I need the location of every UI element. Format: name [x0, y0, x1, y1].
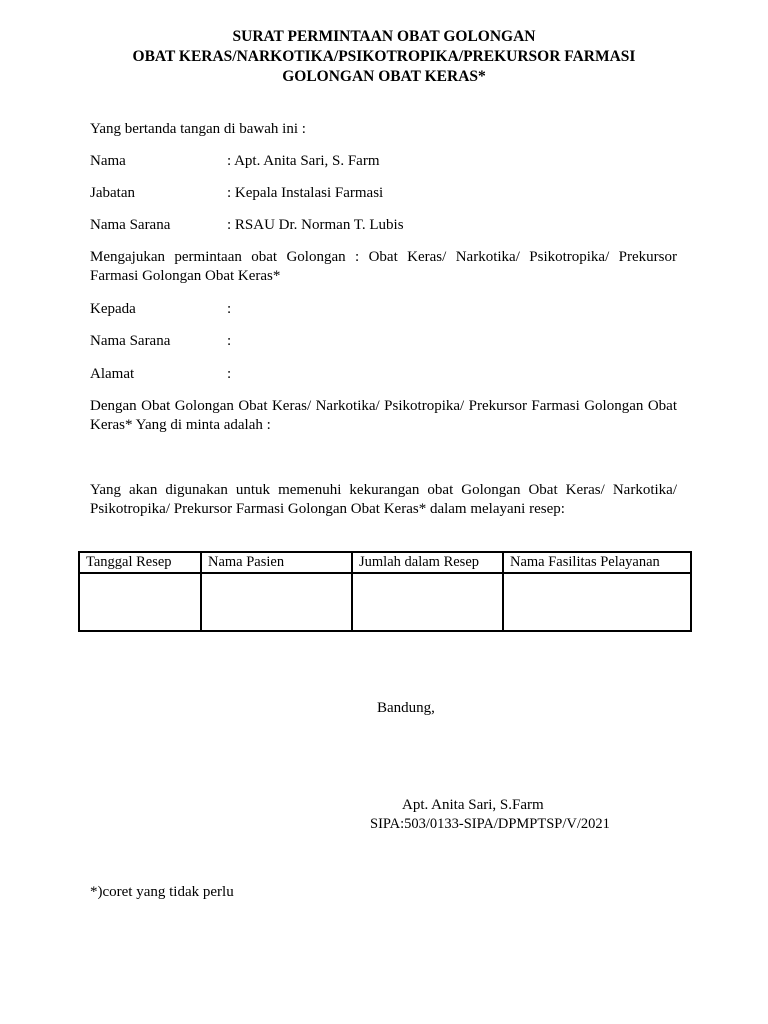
field-label: Nama: [90, 153, 126, 169]
field-label: Nama Sarana: [90, 333, 171, 349]
field-value: :: [227, 301, 232, 317]
recipient-row-nama-sarana: [90, 331, 231, 351]
field-row-nama-sarana: [90, 215, 404, 235]
column-header: Nama Fasilitas Pelayanan: [503, 552, 691, 573]
recipient-row-alamat: [90, 364, 231, 384]
field-label: Kepada: [90, 301, 136, 317]
signature-license: SIPA:503/0133-SIPA/DPMPTSP/V/2021: [370, 816, 610, 832]
drug-request-paragraph: Dengan Obat Golongan Obat Keras/ Narkotika/ Psikotropika/ Prekursor Farmasi Golongan Obat Keras* Yang di minta adalah :: [90, 398, 677, 433]
recipient-row-kepada: [90, 299, 231, 319]
field-value: :: [227, 366, 232, 382]
title-line-1: SURAT PERMINTAAN OBAT GOLONGAN: [232, 28, 536, 45]
signature-name: Apt. Anita Sari, S.Farm: [402, 797, 544, 813]
column-header: Nama Pasien: [201, 552, 352, 573]
request-paragraph: Mengajukan permintaan obat Golongan : Obat Keras/ Narkotika/ Psikotropika/ Prekursor Farmasi Golongan Obat Keras*: [90, 249, 677, 284]
field-row-jabatan: [90, 183, 383, 203]
document-title: [0, 27, 768, 87]
field-value: : Kepala Instalasi Farmasi: [227, 185, 384, 201]
intro-text: Yang bertanda tangan di bawah ini :: [90, 121, 306, 137]
table-cell: [503, 573, 691, 631]
table-row: [79, 573, 691, 631]
field-row-nama: [90, 151, 380, 171]
field-label: Nama Sarana: [90, 217, 171, 233]
prescription-table: [78, 551, 692, 632]
column-header: Jumlah dalam Resep: [352, 552, 503, 573]
table-cell: [201, 573, 352, 631]
field-value: : Apt. Anita Sari, S. Farm: [227, 153, 380, 169]
field-label: Alamat: [90, 366, 135, 382]
purpose-paragraph: Yang akan digunakan untuk memenuhi kekurangan obat Golongan Obat Keras/ Narkotika/ Psikotropika/ Prekursor Farmasi Golongan Obat Keras* dalam melayani resep:: [90, 482, 677, 517]
title-line-3: GOLONGAN OBAT KERAS*: [282, 68, 486, 85]
field-label: Jabatan: [90, 185, 135, 201]
title-line-2: OBAT KERAS/NARKOTIKA/PSIKOTROPIKA/PREKURSOR FARMASI: [132, 48, 636, 65]
table-header-row: [79, 552, 691, 573]
table-cell: [79, 573, 201, 631]
column-header: Tanggal Resep: [79, 552, 201, 573]
field-value: :: [227, 333, 232, 349]
signature-place: Bandung,: [377, 700, 435, 716]
table-cell: [352, 573, 503, 631]
field-value: : RSAU Dr. Norman T. Lubis: [227, 217, 404, 233]
footnote: *)coret yang tidak perlu: [90, 884, 234, 900]
